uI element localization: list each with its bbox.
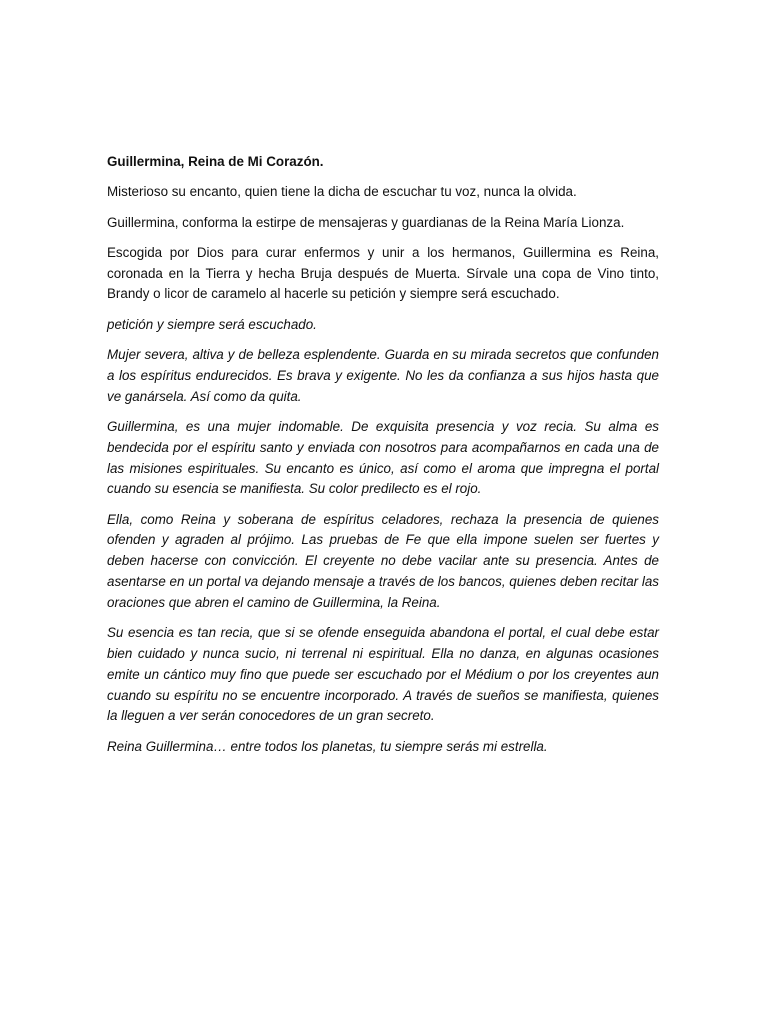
- closing-line: Reina Guillermina… entre todos los planetas, tu siempre serás mi estrella.: [107, 738, 548, 754]
- paragraph-5: Mujer severa, altiva y de belleza esplendente. Guarda en su mirada secretos que confunden a los espíritus endurecidos. Es brava y exigente. No les da confianza a sus hijos hasta que ve ganársela. Así como da quita.: [107, 347, 659, 404]
- paragraph-6: Guillermina, es una mujer indomable. De exquisita presencia y voz recia. Su alma es bendecida por el espíritu santo y enviada con nosotros para acompañarnos en cada una de las misiones espirituales. Su encanto es único, así como el aroma que impregna el portal cuando su esencia se manifiesta. Su color predilecto es el rojo.: [107, 418, 659, 497]
- paragraph-8: Su esencia es tan recia, que si se ofende enseguida abandona el portal, el cual debe estar bien cuidado y nunca sucio, ni terrenal ni espiritual. Ella no danza, en algunas ocasiones emite un cántico muy fino que puede ser escuchado por el Médium o por los creyentes aun cuando su espíritu no se encuentre incorporado. A través de sueños se manifiesta, quienes la lleguen a ver serán conocedores de un gran secreto.: [107, 625, 659, 724]
- paragraph-4: petición y siempre será escuchado.: [107, 316, 317, 332]
- document-body: [107, 152, 659, 767]
- paragraph-3: Escogida por Dios para curar enfermos y unir a los hermanos, Guillermina es Reina, coronada en la Tierra y hecha Bruja después de Muerta. Sírvale una copa de Vino tinto, Brandy o licor de caramelo al hacerle su petición y siempre será escuchado.: [107, 244, 659, 302]
- paragraph-1: Misterioso su encanto, quien tiene la dicha de escuchar tu voz, nunca la olvida.: [107, 184, 577, 200]
- paragraph-2: Guillermina, conforma la estirpe de mensajeras y guardianas de la Reina María Lionza.: [107, 214, 625, 230]
- paragraph-7: Ella, como Reina y soberana de espíritus celadores, rechaza la presencia de quienes ofenden y agraden al prójimo. Las pruebas de Fe que ella impone suelen ser fuertes y deben hacerse con convicción. El creyente no debe vacilar ante su presencia. Antes de asentarse en un portal va dejando mensaje a través de los bancos, quienes deben recitar las oraciones que abren el camino de Guillermina, la Reina.: [107, 511, 659, 610]
- document-title: Guillermina, Reina de Mi Corazón.: [107, 154, 324, 169]
